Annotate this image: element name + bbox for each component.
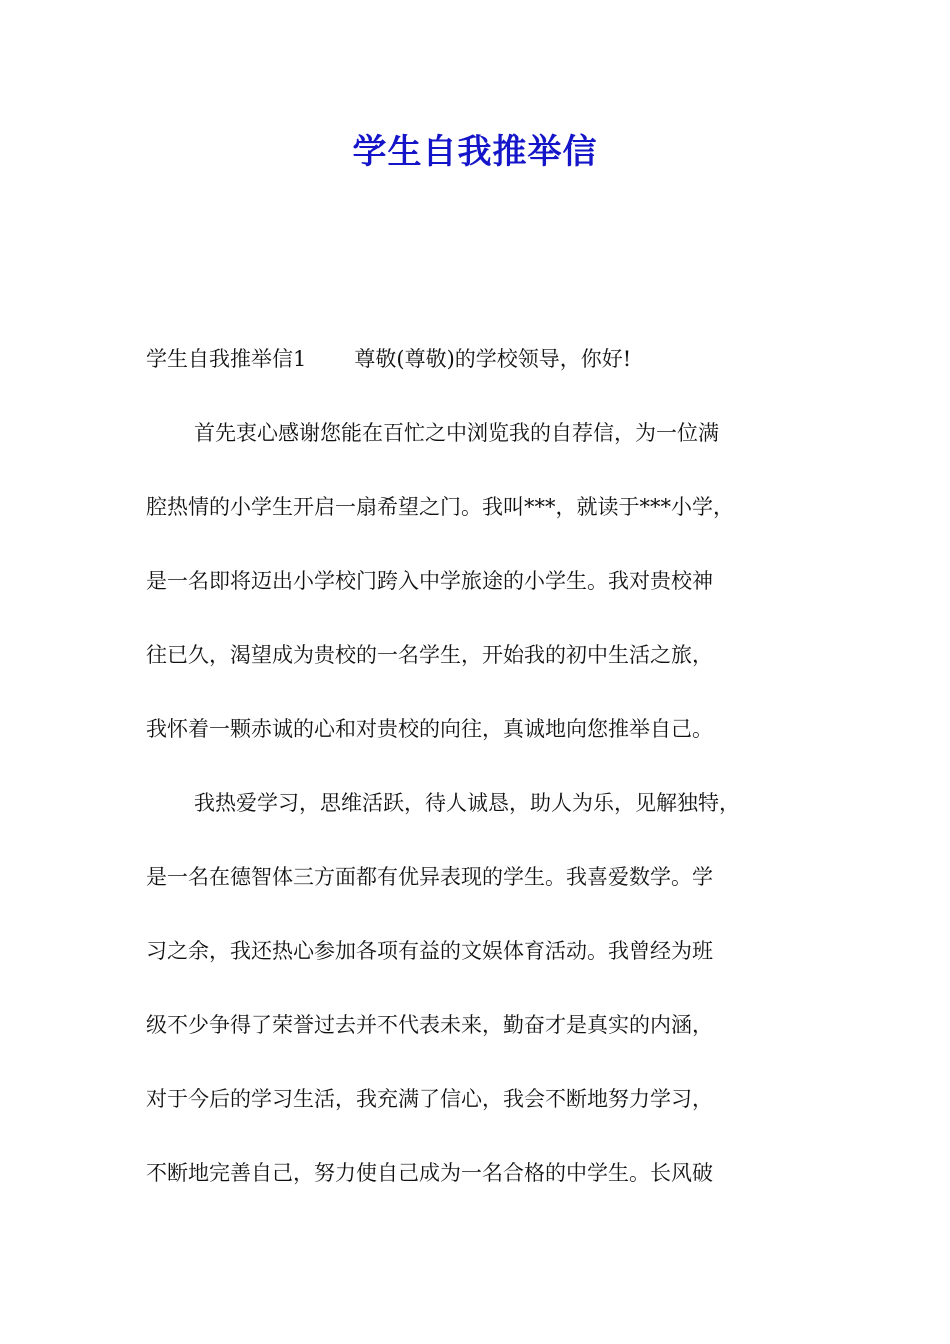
document-body [146, 336, 822, 1224]
paragraph-line: 往已久，渴望成为贵校的一名学生，开始我的初中生活之旅， [146, 643, 713, 667]
paragraph-line: 习之余，我还热心参加各项有益的文娱体育活动。我曾经为班 [146, 939, 713, 963]
heading-line [146, 336, 822, 410]
paragraph-line: 腔热情的小学生开启一扇希望之门。我叫***，就读于***小学， [146, 495, 734, 519]
paragraph-line: 是一名在德智体三方面都有优异表现的学生。我喜爱数学。学 [146, 865, 713, 889]
paragraph-line: 首先衷心感谢您能在百忙之中浏览我的自荐信，为一位满 [194, 421, 719, 445]
paragraph-line: 不断地完善自己，努力使自己成为一名合格的中学生。长风破 [146, 1161, 713, 1185]
salutation: 尊敬(尊敬)的学校领导，你好! [354, 347, 632, 371]
paragraph-line: 我热爱学习，思维活跃，待人诚恳，助人为乐，见解独特， [194, 791, 740, 815]
document-title: 学生自我推举信 [352, 132, 598, 172]
paragraph-line: 对于今后的学习生活，我充满了信心，我会不断地努力学习， [146, 1087, 713, 1111]
paragraph-line: 级不少争得了荣誉过去并不代表未来，勤奋才是真实的内涵， [146, 1013, 713, 1037]
paragraph-line: 我怀着一颗赤诚的心和对贵校的向往，真诚地向您推举自己。 [146, 717, 713, 741]
paragraph-line: 是一名即将迈出小学校门跨入中学旅途的小学生。我对贵校神 [146, 569, 713, 593]
letter-heading: 学生自我推举信1 [146, 347, 307, 371]
